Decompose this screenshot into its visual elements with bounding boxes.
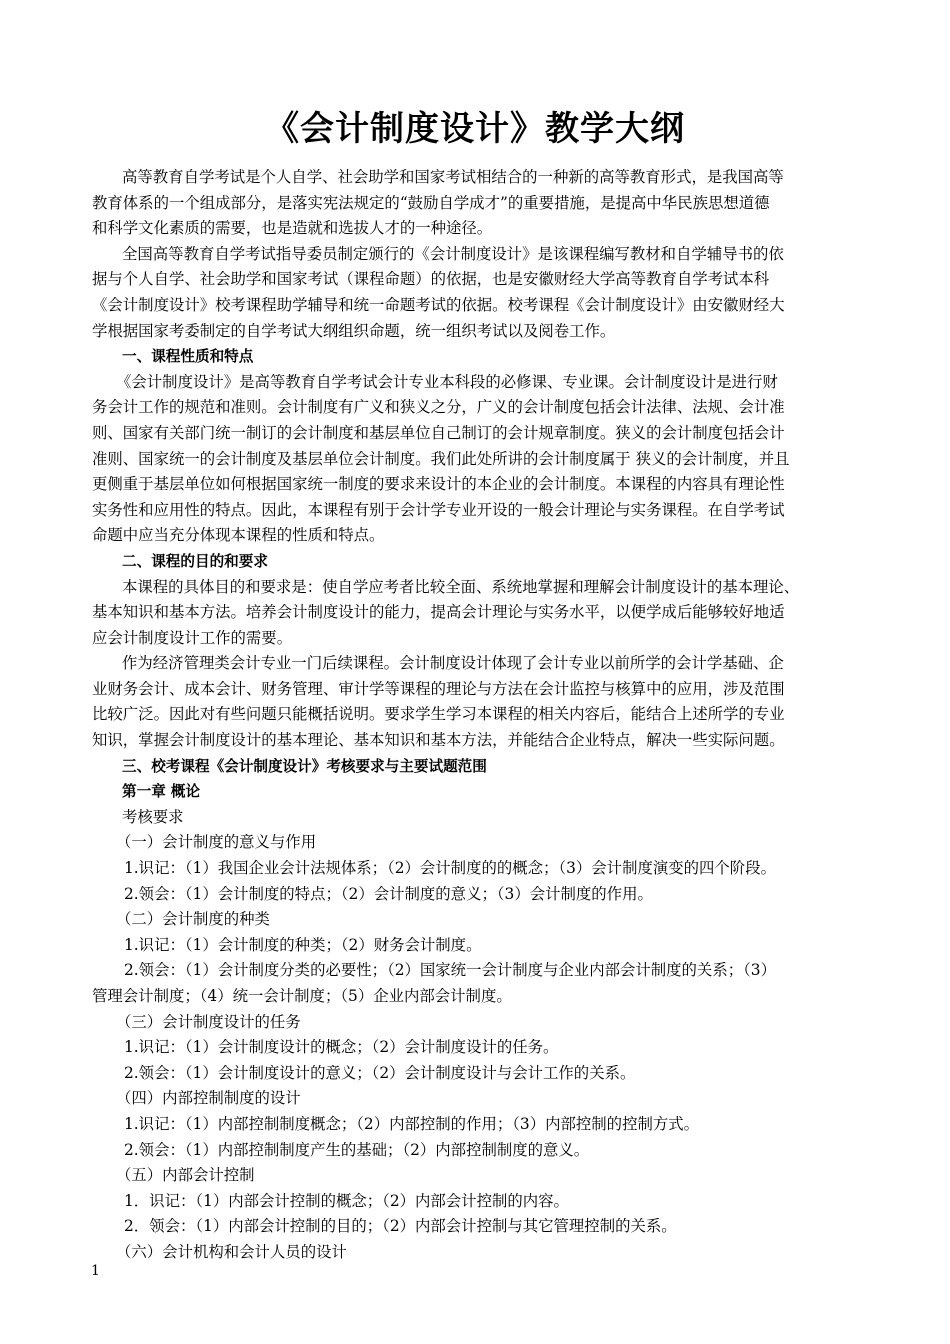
body-line: （五）内部会计控制	[116, 1166, 255, 1185]
section-heading: 第一章 概论	[122, 783, 201, 801]
body-line: 1.识记：（1）会计制度的种类；（2）财务会计制度。	[124, 935, 482, 954]
body-line: 2.领会：（1）会计制度的特点；（2）会计制度的意义；（3）会计制度的作用。	[124, 884, 653, 903]
body-line: 本课程的具体目的和要求是：使自学应考者比较全面、系统地掌握和理解会计制度设计的基本理论、	[122, 577, 800, 596]
body-line: 1.识记：（1）会计制度设计的概念；（2）会计制度设计的任务。	[124, 1038, 559, 1057]
body-line: 《会计制度设计》是高等教育自学考试会计专业本科段的必修课、专业课。会计制度设计是进行财	[116, 372, 778, 391]
body-line: 2.领会：（1）内部控制制度产生的基础；（2）内部控制制度的意义。	[124, 1140, 590, 1159]
body-line: （二）会计制度的种类	[116, 910, 270, 929]
body-line: 1．识记：（1）内部会计控制的概念；（2）内部会计控制的内容。	[124, 1191, 569, 1210]
body-line: 更侧重于基层单位如何根据国家统一制度的要求来设计的本企业的会计制度。本课程的内容具有理论性	[92, 475, 785, 494]
body-line: 2．领会：（1）内部会计控制的目的；（2）内部会计控制与其它管理控制的关系。	[124, 1217, 677, 1236]
body-line: 全国高等教育自学考试指导委员制定颁行的《会计制度设计》是该课程编写教材和自学辅导书的依	[122, 244, 784, 263]
section-heading: 二、课程的目的和要求	[122, 552, 268, 570]
body-line: 据与个人自学、社会助学和国家考试（课程命题）的依据，也是安徽财经大学高等教育自学考试本科	[92, 270, 770, 289]
body-line: 准则、国家统一的会计制度及基层单位会计制度。我们此处所讲的会计制度属于 狭义的会计制度，并且	[92, 449, 790, 468]
body-line: 学根据国家考委制定的自学考试大纲组织命题，统一组织考试以及阅卷工作。	[92, 321, 616, 340]
body-line: 则、国家有关部门统一制订的会计制度和基层单位自己制订的会计规章制度。狭义的会计制度包括会计	[92, 423, 785, 442]
body-line: （四）内部控制制度的设计	[116, 1089, 301, 1108]
body-line: 业财务会计、成本会计、财务管理、审计学等课程的理论与方法在会计监控与核算中的应用，涉及范围	[92, 679, 785, 698]
body-line: 考核要求	[122, 807, 184, 826]
body-line: 管理会计制度；（4）统一会计制度；（5）企业内部会计制度。	[92, 987, 512, 1005]
body-line: 1.识记：（1）内部控制制度概念；（2）内部控制的作用；（3）内部控制的控制方式。	[124, 1114, 700, 1133]
body-line: 2.领会：（1）会计制度设计的意义；（2）会计制度设计与会计工作的关系。	[124, 1063, 636, 1082]
section-heading: 三、校考课程《会计制度设计》考核要求与主要试题范围	[122, 757, 487, 775]
body-line: 教育体系的一个组成部分，是落实宪法规定的“鼓励自学成才”的重要措施，是提高中华民族思想道德	[92, 193, 770, 212]
body-line: 知识，掌握会计制度设计的基本理论、基本知识和基本方法，并能结合企业特点，解决一些实际问题。	[92, 731, 785, 750]
body-line: 《会计制度设计》校考课程助学辅导和统一命题考试的依据。校考课程《会计制度设计》由安徽财经大	[92, 295, 785, 314]
body-line: （三）会计制度设计的任务	[116, 1012, 301, 1031]
document-body	[92, 165, 862, 1266]
section-heading: 一、课程性质和特点	[122, 348, 254, 366]
body-line: 1.识记：（1）我国企业会计法规体系；（2）会计制度的的概念；（3）会计制度演变的四个阶段。	[124, 859, 776, 878]
body-line: 比较广泛。因此对有些问题只能概括说明。要求学生学习本课程的相关内容后，能结合上述所学的专业	[92, 705, 785, 724]
page-number: 1	[91, 1263, 100, 1279]
body-line: 基本知识和基本方法。培养会计制度设计的能力，提高会计理论与实务水平，以便学成后能够较好地适	[92, 603, 785, 622]
body-line: （一）会计制度的意义与作用	[116, 833, 317, 852]
body-line: 高等教育自学考试是个人自学、社会助学和国家考试相结合的一种新的高等教育形式，是我国高等	[122, 168, 784, 186]
body-line: 务会计工作的规范和准则。会计制度有广义和狭义之分，广义的会计制度包括会计法律、法规、会计准	[92, 398, 785, 417]
body-line: （六）会计机构和会计人员的设计	[116, 1242, 347, 1261]
page-title: 《会计制度设计》教学大纲	[265, 109, 685, 149]
body-line: 命题中应当充分体现本课程的性质和特点。	[92, 526, 385, 545]
body-line: 和科学文化素质的需要，也是造就和选拔人才的一种途径。	[92, 219, 493, 238]
body-line: 实务性和应用性的特点。因此，本课程有别于会计学专业开设的一般会计理论与实务课程。在自学考试	[92, 500, 785, 519]
body-line: 作为经济管理类会计专业一门后续课程。会计制度设计体现了会计专业以前所学的会计学基础、企	[122, 654, 784, 673]
body-line: 2.领会：（1）会计制度分类的必要性；（2）国家统一会计制度与企业内部会计制度的关系；（3）	[124, 961, 776, 980]
body-line: 应会计制度设计工作的需要。	[92, 628, 293, 647]
